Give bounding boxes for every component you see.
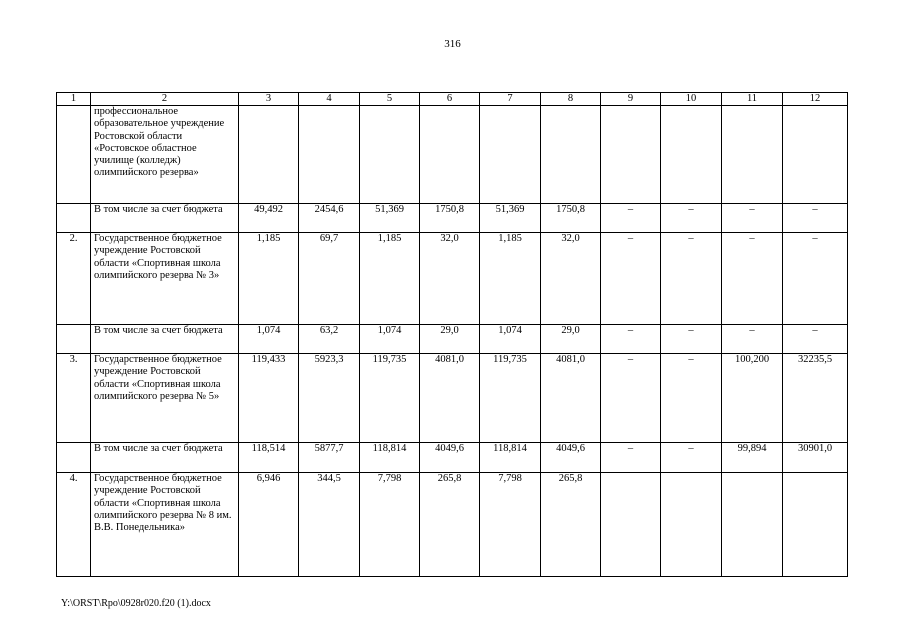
value-cell: – [601, 325, 661, 354]
row-number-cell [57, 106, 91, 204]
value-cell: 49,492 [239, 204, 299, 233]
value-cell: 118,814 [360, 443, 420, 473]
column-number-header: 11 [722, 93, 783, 106]
column-number-header: 3 [239, 93, 299, 106]
value-cell: 5923,3 [299, 354, 360, 443]
value-cell: 1,074 [360, 325, 420, 354]
value-cell: 32235,5 [783, 354, 848, 443]
value-cell: 265,8 [541, 473, 601, 577]
value-cell [239, 106, 299, 204]
value-cell: – [661, 204, 722, 233]
value-cell: 265,8 [420, 473, 480, 577]
value-cell: – [722, 325, 783, 354]
value-cell: 30901,0 [783, 443, 848, 473]
institution-name-cell: В том числе за счет бюджета [91, 204, 239, 233]
table-row [57, 106, 848, 204]
value-cell: 51,369 [480, 204, 541, 233]
value-cell: 100,200 [722, 354, 783, 443]
institution-name-cell: Государственное бюджетное учреждение Ростовской области «Спортивная школа олимпийского резерва № 3» [91, 233, 239, 325]
value-cell: – [601, 354, 661, 443]
value-cell: – [661, 233, 722, 325]
value-cell [480, 106, 541, 204]
institution-name-cell: В том числе за счет бюджета [91, 443, 239, 473]
value-cell: 1,185 [239, 233, 299, 325]
row-number-cell: 2. [57, 233, 91, 325]
value-cell [601, 473, 661, 577]
value-cell: 119,433 [239, 354, 299, 443]
institution-name-cell: Государственное бюджетное учреждение Ростовской области «Спортивная школа олимпийского резерва № 5» [91, 354, 239, 443]
value-cell [360, 106, 420, 204]
value-cell: 1,074 [480, 325, 541, 354]
value-cell [722, 106, 783, 204]
column-number-header: 4 [299, 93, 360, 106]
value-cell: – [601, 204, 661, 233]
value-cell: 29,0 [420, 325, 480, 354]
value-cell: 7,798 [480, 473, 541, 577]
value-cell [420, 106, 480, 204]
row-number-cell [57, 204, 91, 233]
value-cell [541, 106, 601, 204]
value-cell: 99,894 [722, 443, 783, 473]
value-cell: 7,798 [360, 473, 420, 577]
column-number-header: 7 [480, 93, 541, 106]
value-cell [783, 106, 848, 204]
value-cell: – [601, 233, 661, 325]
page-number: 316 [444, 38, 461, 50]
value-cell: 119,735 [480, 354, 541, 443]
value-cell: 29,0 [541, 325, 601, 354]
value-cell [661, 106, 722, 204]
value-cell: 344,5 [299, 473, 360, 577]
table-header-row [57, 93, 848, 106]
value-cell: – [783, 204, 848, 233]
value-cell: 4081,0 [541, 354, 601, 443]
column-number-header: 12 [783, 93, 848, 106]
value-cell: – [722, 233, 783, 325]
column-number-header: 9 [601, 93, 661, 106]
table-row [57, 354, 848, 443]
data-table [56, 92, 848, 577]
value-cell: 119,735 [360, 354, 420, 443]
value-cell: 118,814 [480, 443, 541, 473]
value-cell [783, 473, 848, 577]
row-number-cell [57, 325, 91, 354]
institution-name-cell: Государственное бюджетное учреждение Ростовской области «Спортивная школа олимпийского резерва № 8 им. В.В. Понедельника» [91, 473, 239, 577]
value-cell [722, 473, 783, 577]
institution-name-cell: В том числе за счет бюджета [91, 325, 239, 354]
value-cell: 69,7 [299, 233, 360, 325]
document-file-path: Y:\ORST\Rpo\0928r020.f20 (1).docx [61, 598, 211, 609]
value-cell: 4049,6 [541, 443, 601, 473]
row-number-cell: 4. [57, 473, 91, 577]
value-cell: – [722, 204, 783, 233]
value-cell: 4081,0 [420, 354, 480, 443]
value-cell: 2454,6 [299, 204, 360, 233]
value-cell: 118,514 [239, 443, 299, 473]
value-cell: 32,0 [541, 233, 601, 325]
value-cell: 1,074 [239, 325, 299, 354]
table-row [57, 233, 848, 325]
table-row [57, 473, 848, 577]
table-row [57, 204, 848, 233]
column-number-header: 2 [91, 93, 239, 106]
value-cell: – [783, 233, 848, 325]
value-cell: 63,2 [299, 325, 360, 354]
value-cell: – [783, 325, 848, 354]
value-cell: 1,185 [360, 233, 420, 325]
value-cell [299, 106, 360, 204]
column-number-header: 8 [541, 93, 601, 106]
value-cell: 5877,7 [299, 443, 360, 473]
row-number-cell [57, 443, 91, 473]
value-cell: – [661, 354, 722, 443]
column-number-header: 10 [661, 93, 722, 106]
table-row [57, 325, 848, 354]
value-cell: 32,0 [420, 233, 480, 325]
value-cell: – [661, 325, 722, 354]
value-cell: 1,185 [480, 233, 541, 325]
value-cell [661, 473, 722, 577]
value-cell [601, 106, 661, 204]
value-cell: 6,946 [239, 473, 299, 577]
column-number-header: 5 [360, 93, 420, 106]
value-cell: 1750,8 [420, 204, 480, 233]
value-cell: – [601, 443, 661, 473]
value-cell: 1750,8 [541, 204, 601, 233]
column-number-header: 1 [57, 93, 91, 106]
table-row [57, 443, 848, 473]
value-cell: 51,369 [360, 204, 420, 233]
row-number-cell: 3. [57, 354, 91, 443]
value-cell: 4049,6 [420, 443, 480, 473]
value-cell: – [661, 443, 722, 473]
column-number-header: 6 [420, 93, 480, 106]
institution-name-cell: профессиональное образовательное учреждение Ростовской области «Ростовское областное училище (колледж) олимпийского резерва» [91, 106, 239, 204]
